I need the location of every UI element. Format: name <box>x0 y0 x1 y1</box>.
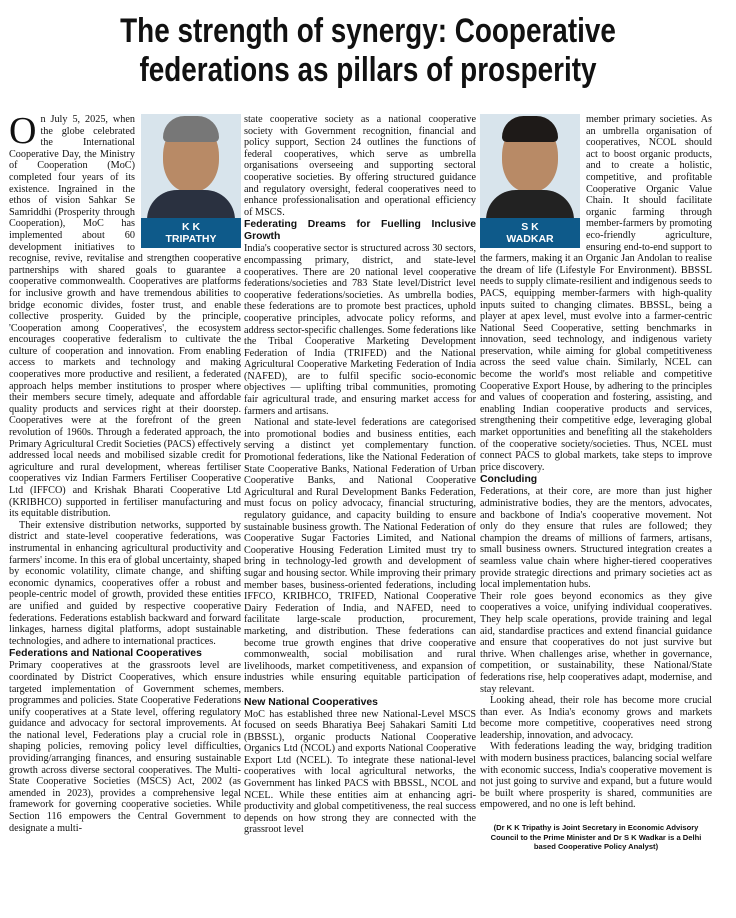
author-initials: K K <box>181 221 201 233</box>
body-paragraph: National and state-level federations are categorised into promotional bodies and business entities, each serving a distinct yet complementary function. Promotional federations, like the National Federation of State Cooperative Banks, National Federation of Urban Cooperative Banks, and National Cooperative Agricultural and Rural Development Banks Federation, must focus on policy advocacy, financial structuring, regulatory guidance, and capacity building to ensure sustainable business growth. The National Federation of Cooperative Sugar Factories Limited, and National Cooperative Housing Federation Limited must try to bring in technology-led growth and development of sugar and housing sector. While improving their primary member bases, business-oriented federations, including IFFCO, KRIBHCO, TRIFED, National Cooperative Dairy Federation of India, and NAFED, need to facilitate large-scale production, procurement, marketing, and distribution. These federations can become true growth engines that drive cooperative commonwealth, social mobilisation and rural livelihoods, market competitiveness, and expansion of industries while ensuring equitable participation of members. <box>244 417 476 695</box>
section-heading: New National Cooperatives <box>244 696 378 708</box>
body-paragraph: Their role goes beyond economics as they give cooperatives a voice, unifying individual cooperatives. They help scale operations, provide training and legal aid, standardise practices and extend financial guidance and ensure that cooperatives do not just survive but thrive. When challenges arise, whether in governance, competition, or sustainability, these National/State federations rise, help cooperatives adapt, modernise, and stay relevant. <box>480 590 712 695</box>
author-surname: WADKAR <box>506 233 554 245</box>
author-caption <box>141 218 241 248</box>
section-heading: Federations and National Cooperatives <box>9 648 202 660</box>
author-shirt <box>147 190 235 220</box>
author-footnote: (Dr K K Tripathy is Joint Secretary in Economic Advisory Council to the Prime Minister and Dr S K Wadkar is a Delhi based Cooperative Policy Analyst) <box>490 823 702 852</box>
column-3 <box>480 114 712 914</box>
body-paragraph: Their extensive distribution networks, supported by district and state-level cooperative federations, was instrumental in enhancing agricultural productivity and farmers' income. In this era of global uncertainty, shaped by economic volatility, climate change, and shifting economic dynamics, cooperatives offer a robust and people-centric model of growth, provided these entities are unified and guided by respective cooperative federations. Federations establish backward and forward linkages, harness digital platforms, adopt sustainable technologies, and adhere to international practices. <box>9 519 241 647</box>
body-paragraph: With federations leading the way, bridging tradition with modern business practices, balancing social welfare with economic success, India's cooperative movement is not just going to survive and expand, but a future would be built where prosperity is shared, communities are empowered, and no one is left behind. <box>480 741 712 811</box>
author-caption <box>480 218 580 248</box>
column-2 <box>244 114 476 914</box>
body-paragraph: Looking ahead, their role has become more crucial than ever. As India's economy grows and markets become more competitive, cooperatives need strong leadership, innovation, and advocacy. <box>480 695 712 741</box>
body-paragraph: Federations, at their core, are more than just higher administrative bodies, they are the mentors, advocates, and backbone of India's cooperative movement. Not only do they ensure that rules are followed; they champion the dreams of millions of farmers, artisans, small business owners. Structured integration creates a seamless value chain where higher-tiered cooperatives provide strategic directions and primary societies act as local implementation hubs. <box>480 486 712 591</box>
author-photo-tripathy <box>141 114 241 248</box>
column-1 <box>9 114 241 914</box>
author-hair <box>502 116 558 142</box>
body-paragraph: member primary societies. As an umbrella organisation of cooperatives, NCOL should act to boost organic products, and to create a holistic, competitive, and profitable Cooperative Organic Value Chain. It should facilitate organic farming through member-farmers by promoting eco-friendly agriculture, ensuring end-to-end support to the farmers, making it an Organic Jan Andolan to realise the dream of life (Lifestyle For Environment). BBSSL needs to supply climate-resilient and indigenous seeds to PACS, equipping member-farmers with high-quality inputs suited to changing climates. BBSSL, being a player at apex level, must evolve into a farmer-centric National Seed Cooperative, setting benchmarks in innovation, seed technology, and indigenous variety preservation, while aiming for global competitiveness across the seed value chain. Similarly, NCEL can become the world's most reliable and competitive Cooperative Export House, by adhering to the principles and values of cooperation and fostering, assisting, and enabling Indian cooperative products and services, strengthening their competitive edge, leveraging global market opportunities and benefiting all the stakeholders of the cooperative society/societies. Thus, NCEL must connect PACS to global markets, take steps to improve price discovery. <box>480 114 712 473</box>
author-surname: TRIPATHY <box>165 233 217 245</box>
body-paragraph: India's cooperative sector is structured across 30 sectors, encompassing primary, district, and state-level cooperatives. There are 20 national level cooperative federations/societies and 783 State level/District level cooperative federations/societies. As umbrella bodies, these federations are to promote best practices, uphold cooperative principles, advocate policy reforms, and address sector-specific challenges. Some federations like the Tribal Cooperative Marketing Development Federation of India (TRIFED) and the National Agricultural Cooperative Marketing Federation of India (NAFED), are to fulfil specific socio-economic objectives — uplifting tribal communities, promoting fair agricultural trade, and ensuring market access for farmers and artisans. <box>244 243 476 417</box>
body-text: n July 5, 2025, when the globe celebrated the International Cooperative Day, the Ministry of Cooperation (MoC) completed four years of its existence. Ingrained in the ethos of vision Sahkar Se Samriddhi (Prosperity through Cooperation), MoC has implemented about 60 development initiatives to recognise, revive, revitalise and strengthen cooperative partnerships with shared goals to guarantee a cooperative commonwealth. Cooperatives are platforms for inclusive growth and have tremendous abilities to bridge economic divides, foster trust, and enable collective prosperity. Guided by the principle, 'Cooperation among Cooperatives', the ecosystem encourages cooperative federalism to cultivate the culture of cooperation and innovation. From enabling access to markets and technology and making cooperatives more productive and resilient, a federated approach helps member institutions to prosper where their members secure timely, adequate and affordable quality products and services right at their doorstep. Cooperatives were at the forefront of the green revolution of 1960s. Through a federated approach, the Primary Agricultural Credit Societies (PACS) effectively addressed local needs and mobilised sizable credit for agriculture and rural development, whereas fertiliser cooperatives viz Indian Farmers Fertiliser Cooperative Ltd (IFFCO) and Krishak Bharati Cooperative Ltd (KRIBHCO) supported in fertiliser manufacturing and its equitable distribution. <box>9 114 241 520</box>
body-paragraph: state cooperative society as a national cooperative society with Government recognition, financial and policy support, Section 24 outlines the functions of federal cooperatives, which serve as umbrella organisations overseeing and supporting sectoral cooperative societies. By offering structured guidance and regulatory oversight, federal cooperatives need to enhance professionalisation and operational efficiency of MSCS. <box>244 114 476 218</box>
drop-cap: O <box>9 114 37 152</box>
author-shirt <box>486 190 574 220</box>
headline: The strength of synergy: Cooperative federations as pillars of prosperity <box>120 12 616 89</box>
body-paragraph: MoC has established three new National-Level MSCS focused on seeds Bharatiya Beej Sahakari Samiti Ltd (BBSSL), organic products National Cooperative Organics Ltd (NCOL) and exports National Cooperative Export Ltd (NCEL). To integrate these national-level cooperatives with local agricultural networks, the Government has linked PACS with BBSSL, NCOL and NCEL. While these entities aim at enhancing agri-productivity and global competitiveness, the real success depends on how strong they are connected with the grassroot level <box>244 708 476 836</box>
section-heading: Federating Dreams for Fuelling Inclusive Growth <box>244 219 476 243</box>
author-hair <box>163 116 219 142</box>
body-paragraph: Primary cooperatives at the grassroots level are coordinated by District Cooperatives, which ensure targeted implementation of Government schemes, programmes and policies. State Cooperative Federations unify cooperatives at a State level, offering regulatory guidance and advocacy for sectoral improvements. At the national level, Federations play a crucial role in shaping policies, removing policy level difficulties, providing/arranging finances, and ensuring sustainable growth across diverse sectoral cooperatives. The Multi-State Cooperative Societies (MSCS) Act, 2002 (as amended in 2023), provides a comprehensive legal framework for governing cooperative societies. While Section 116 empowers the Central Government to designate a multi- <box>9 660 241 834</box>
author-photo-wadkar <box>480 114 580 248</box>
author-initials: S K <box>521 221 539 233</box>
section-heading: Concluding <box>480 474 538 486</box>
